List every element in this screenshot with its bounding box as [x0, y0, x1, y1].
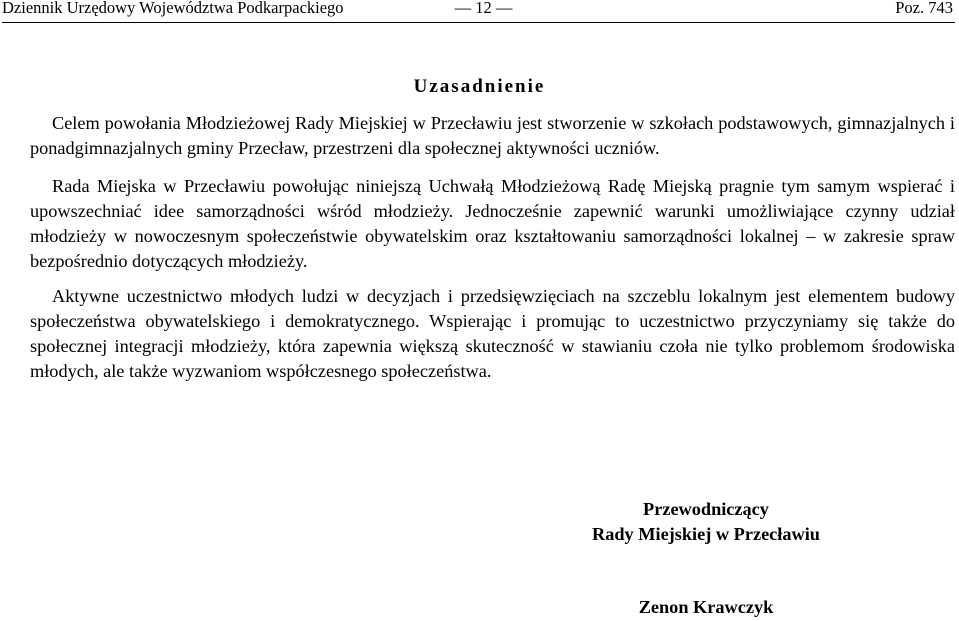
- paragraph-1: Celem powołania Młodzieżowej Rady Miejskiej w Przecławiu jest stworzenie w szkołach podstawowych, gimnazjalnych i ponadgimnazjalnych gminy Przecław, przestrzeni dla społecznej aktywności uczniów.: [30, 113, 955, 158]
- document-title: Uzasadnienie: [413, 76, 546, 97]
- signature-name: Zenon Krawczyk: [638, 597, 774, 617]
- signature-organization: Rady Miejskiej w Przecławiu: [592, 524, 820, 544]
- page-number: — 12 —: [454, 0, 513, 17]
- signature-role: Przewodniczący: [643, 499, 769, 519]
- publication-name: Dziennik Urzędowy Województwa Podkarpackiego: [2, 0, 344, 17]
- paragraph-2: Rada Miejska w Przecławiu powołując niniejszą Uchwałą Młodzieżową Radę Miejską pragnie tym samym wspierać i upowszechniać idee samorządności wśród młodzieży. Jednocześnie zapewnić warunki umożliwiające czynny udział młodzieży w nowoczesnym społeczeństwie obywatelskim oraz kształtowaniu samorządności lokalnej – w zakresie spraw bezpośrednio dotyczących młodzieży.: [30, 176, 955, 271]
- paragraph-3: Aktywne uczestnictwo młodych ludzi w decyzjach i przedsięwzięciach na szczeblu lokalnym jest elementem budowy społeczeństwa obywatelskiego i demokratycznego. Wspierając i promując to uczestnictwo przyczyniamy się także do społecznej integracji młodzieży, która zapewnia większą skuteczność w stawianiu czoła nie tylko problemom środowiska młodych, ale także wyzwaniom współczesnego społeczeństwa.: [30, 286, 955, 381]
- position-number: Poz. 743: [895, 0, 953, 17]
- page-header: [2, 0, 955, 23]
